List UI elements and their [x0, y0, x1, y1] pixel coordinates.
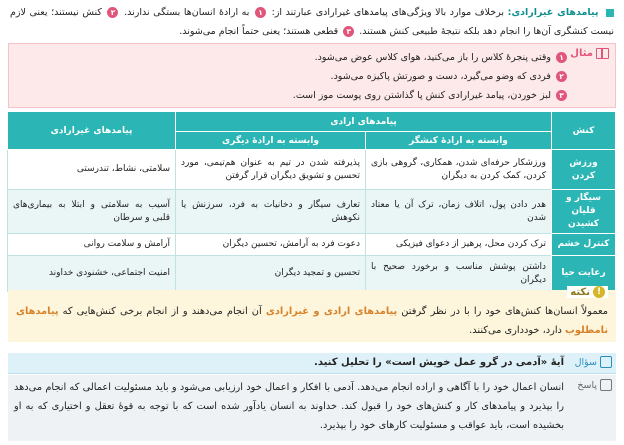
answer-icon	[600, 379, 612, 391]
intro-text: به ارادهٔ انسان‌ها بستگی ندارند.	[124, 7, 250, 18]
table-row	[8, 256, 616, 292]
example-item	[19, 48, 569, 67]
example-label: مثال	[570, 48, 593, 59]
header-sub-others: وابسته به ارادهٔ دیگری	[176, 132, 366, 150]
cell-others: تحسین و تمجید دیگران	[176, 256, 366, 292]
cell-others: تعارف سیگار و دخانیات به فرد، سرزنش یا نکوهش	[176, 190, 366, 234]
example-box	[8, 43, 616, 108]
table-row	[8, 234, 616, 256]
intro-text: کنش نیستند؛ یعنی لازم نیست کنشگری آن‌ها را انجام دهد بلکه نتیجهٔ طبیعی کنش هستند.	[10, 7, 614, 37]
cell-others: دعوت فرد به آرامش، تحسین دیگران	[176, 234, 366, 256]
example-text: وقتی پنجرهٔ کلاس را باز می‌کنید، هوای کلاس عوض می‌شود.	[314, 52, 551, 63]
row-action: کنترل خشم	[552, 234, 616, 256]
section-square-icon	[606, 9, 614, 17]
cell-involuntary: سلامتی، نشاط، تندرستی	[8, 150, 176, 190]
number-badge: ۱	[556, 52, 567, 63]
cell-involuntary: آسیب به سلامتی و ابتلا به بیماری‌های قلبی و سرطان	[8, 190, 176, 234]
header-involuntary: پیامدهای غیرارادی	[8, 112, 176, 150]
question-tag	[575, 356, 612, 368]
exclamation-icon: !	[593, 286, 605, 298]
row-action: سیگار و قلیان کشیدن	[552, 190, 616, 234]
question-icon	[600, 356, 612, 368]
note-tag	[567, 286, 608, 298]
intro-paragraph	[10, 3, 614, 41]
number-badge: ۳	[343, 26, 354, 37]
cell-others: پذیرفته شدن در تیم به عنوان هم‌تیمی، مورد تحسین و تشویق دیگران قرار گرفتن	[176, 150, 366, 190]
number-badge: ۲	[556, 71, 567, 82]
note-highlight: پیامدهای ارادی و غیرارادی	[265, 306, 398, 317]
question-row	[8, 353, 616, 374]
table-row	[8, 190, 616, 234]
header-voluntary: پیامدهای ارادی	[176, 112, 552, 132]
example-list	[19, 48, 569, 105]
example-item	[19, 86, 569, 105]
cell-actor: هدر دادن پول، اتلاف زمان، ترک آن یا معتاد شدن	[366, 190, 552, 234]
note-segment: دارد، خودداری می‌کنند.	[469, 325, 562, 336]
cell-involuntary: آرامش و سلامت روانی	[8, 234, 176, 256]
cell-actor: ورزشکار حرفه‌ای شدن، همکاری، گروهی بازی کردن، کمک کردن به دیگران	[366, 150, 552, 190]
example-text: لبز خوردن، پیامد غیرارادی کنش پا گذاشتن روی پوست موز است.	[292, 90, 551, 101]
cell-involuntary: امنیت اجتماعی، خشنودی خداوند	[8, 256, 176, 292]
number-badge: ۲	[107, 7, 118, 18]
note-text	[16, 302, 608, 340]
intro-text: برخلاف موارد بالا ویژگی‌های پیامدهای غیرارادی عبارتند از:	[271, 7, 505, 18]
question-answer-box	[8, 353, 616, 441]
book-icon	[596, 48, 609, 59]
note-highlight: پیامدهای نامطلوب	[16, 306, 608, 336]
number-badge: ۱	[255, 7, 266, 18]
header-action: کنش	[552, 112, 616, 150]
example-tag	[570, 48, 609, 59]
example-text: فردی که وضو می‌گیرد، دست و صورتش پاکیزه می‌شود.	[330, 71, 551, 82]
consequences-table	[7, 111, 616, 292]
question-label: سؤال	[574, 356, 597, 368]
intro-text: قطعی هستند؛ یعنی حتماً انجام می‌شوند.	[179, 26, 339, 37]
header-sub-actor: وابسته به ارادهٔ کنشگر	[366, 132, 552, 150]
row-action: رعایت حیا	[552, 256, 616, 292]
question-text: آیهٔ «آدمی در گرو عمل خویش است» را تحلیل کنید.	[314, 357, 564, 368]
answer-tag	[577, 379, 612, 391]
answer-label: پاسخ	[577, 379, 597, 391]
answer-text: انسان اعمال خود را با آگاهی و اراده انجام می‌دهد. آدمی با افکار و اعمال خود ارزیابی می‌شود و باید مسئولیت اعمالی که انجام می‌دهد را بپذیرد و پیامدهای کار و کنش‌های خود را قبول کند. خداوند به انسان یادآور شده است که با توجه به قوهٔ تعقل و اختیاری که به او بخشیده است، باید عواقب و مسئولیت کارهای خود را بپذیرد.	[14, 382, 564, 431]
cell-actor: داشتن پوشش مناسب و برخورد صحیح با دیگران	[366, 256, 552, 292]
example-item	[19, 67, 569, 86]
note-segment: آن انجام می‌دهند و از انجام برخی کنش‌هایی که	[62, 306, 262, 317]
cell-actor: ترک کردن محل، پرهیز از دعوای فیزیکی	[366, 234, 552, 256]
row-action: ورزش کردن	[552, 150, 616, 190]
note-label: نکته	[570, 286, 590, 298]
note-box	[8, 286, 616, 342]
intro-heading: پیامدهای غیرارادی:	[507, 7, 599, 18]
table-row	[8, 150, 616, 190]
note-segment: معمولاً انسان‌ها کنش‌های خود را با در نظر گرفتن	[401, 306, 608, 317]
answer-row	[8, 375, 616, 441]
number-badge: ۳	[556, 90, 567, 101]
